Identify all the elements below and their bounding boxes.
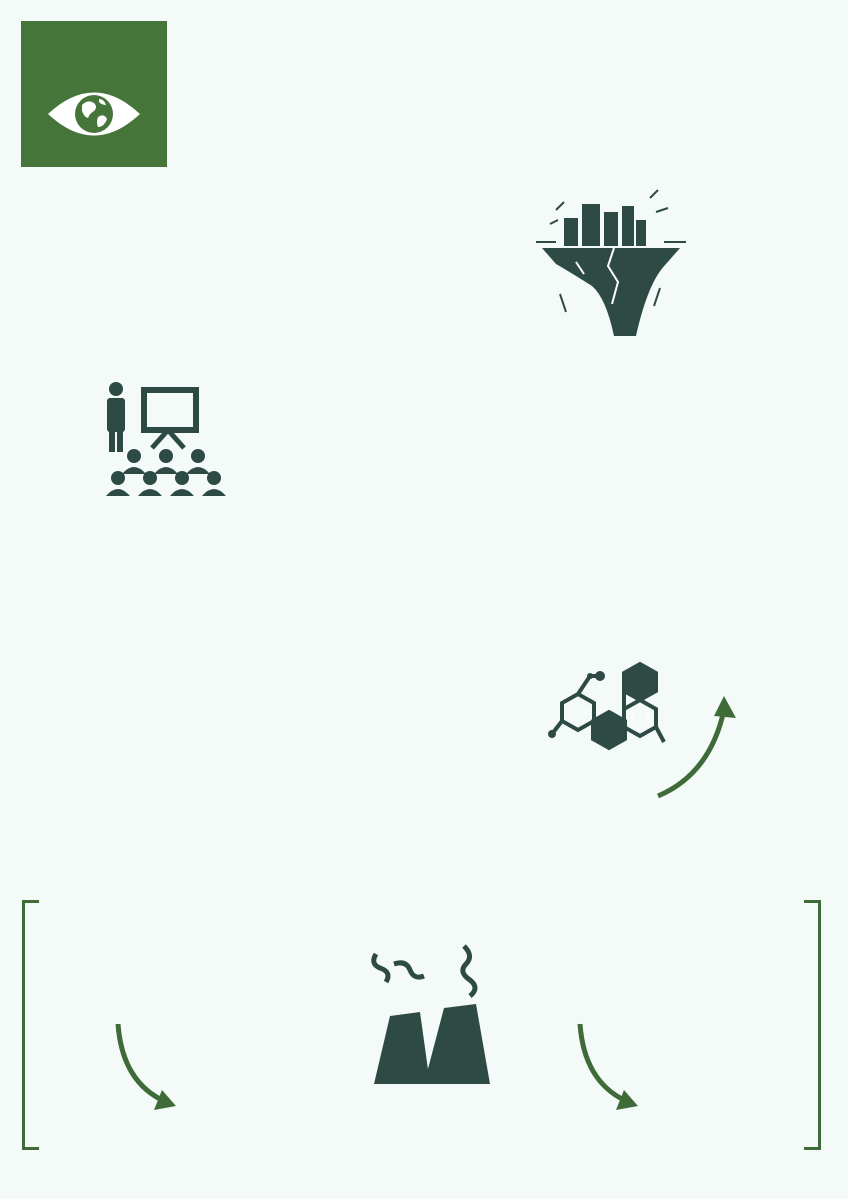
per-gdp-arrow-icon	[572, 1020, 642, 1112]
left-bracket	[22, 900, 39, 1150]
trend-arrow-icon	[654, 688, 744, 804]
right-bracket	[804, 900, 821, 1150]
sdg-13-badge	[21, 21, 167, 167]
molecule-icon	[548, 652, 668, 758]
factory-smokestack-icon	[366, 940, 496, 1086]
classroom-icon	[102, 382, 234, 498]
eye-globe-icon	[44, 83, 144, 145]
earthquake-icon	[536, 186, 686, 338]
per-capita-arrow-icon	[110, 1020, 180, 1112]
bottom-color-strip	[0, 1166, 848, 1180]
